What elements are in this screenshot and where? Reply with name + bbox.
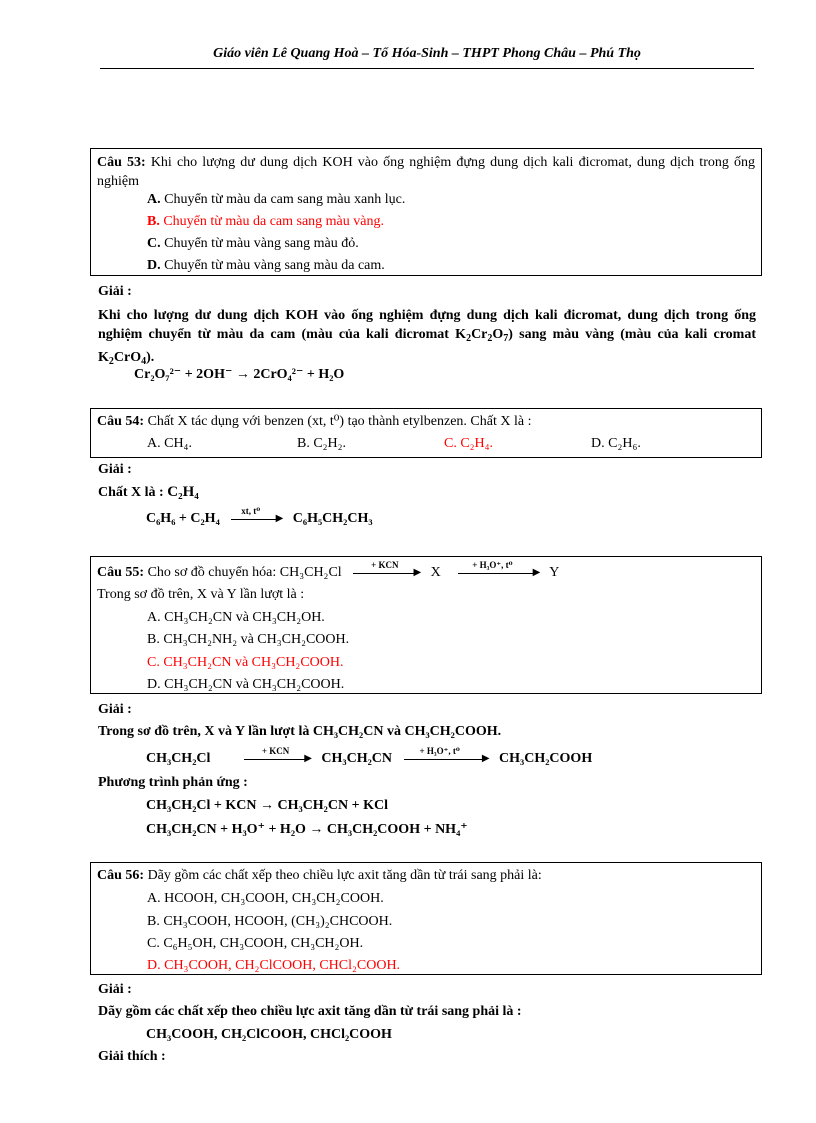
reaction-55-2: CH₃CH₂CN + H₃O⁺ + H₂O → CH₃CH₂COOH + NH₄⁺ (146, 822, 468, 837)
solution-54-text: Chất X là : C₂H₄ (98, 484, 199, 500)
question-53-stem (97, 153, 755, 191)
question-54-box (90, 408, 762, 458)
solution-53-text: Khi cho lượng dư dung dịch KOH vào ống nghiệm đựng dung dịch kali đicromat, dung dịch trong ống nghiệm chuyển từ màu da cam (màu của kali đicromat $K_2Cr_2O_7$) sang màu vàng (màu của kali cromat $K_2CrO_4$). (98, 308, 756, 367)
equation-53: Cr₂O₇²⁻ + 2OH⁻ → 2CrO₄²⁻ + H₂O (134, 367, 345, 382)
option-56-b: B. CH₃COOH, HCOOH, (CH₃)₂CHCOOH. (147, 914, 393, 929)
option-54-d: D. C₂H₆. (591, 436, 641, 451)
scheme-55: CH₃CH₂Cl + KCN ▶ CH₃CH₂CN + H₃O⁺, t⁰ ▶ CH₃CH₂COOH (146, 745, 593, 766)
option-53-c: C. Chuyển từ màu vàng sang màu đỏ. (147, 236, 359, 251)
option-55-b: B. CH₃CH₂NH₂ và CH₃CH₂COOH. (147, 632, 350, 647)
option-56-a: A. HCOOH, CH₃COOH, CH₃CH₂COOH. (147, 891, 384, 906)
solution-56-label: Giải : (98, 982, 132, 997)
option-54-b: B. C₂H₂. (297, 436, 347, 451)
explain-56-label: Giải thích : (98, 1049, 166, 1064)
equation-54: C₆H₆ + C₂H₄ xt, t⁰ ▶ C₆H₅CH₂CH₃ (146, 505, 373, 526)
question-55-stem: Câu 55: Cho sơ đồ chuyển hóa: CH₃CH₂Cl + KCN ▶ X + H₃O⁺, t⁰ ▶ Y (97, 559, 560, 580)
question-55-box (90, 556, 762, 694)
question-53-box (90, 148, 762, 276)
reaction-arrow-icon: xt, t⁰ ▶ (231, 512, 281, 526)
option-55-c: C. CH₃CH₂CN và CH₃CH₂COOH. (147, 655, 344, 670)
question-56-stem: Câu 56: Dãy gồm các chất xếp theo chiều lực axit tăng dần từ trái sang phải là: (97, 868, 542, 883)
h3o-arrow-icon: + H₃O⁺, t⁰ ▶ (458, 566, 538, 580)
option-53-d: D. Chuyển từ màu vàng sang màu da cam. (147, 258, 385, 273)
page-header: Giáo viên Lê Quang Hoà – Tổ Hóa-Sinh – THPT Phong Châu – Phú Thọ (213, 46, 641, 61)
solution-56-answer: CH₃COOH, CH₂ClCOOH, CHCl₂COOH (146, 1027, 392, 1042)
option-53-b: B. Chuyển từ màu da cam sang màu vàng. (147, 214, 384, 229)
question-53-label: Câu 53: (97, 155, 146, 170)
option-54-c: C. C₂H₄. (444, 436, 494, 451)
option-56-c: C. C₆H₅OH, CH₃COOH, CH₃CH₂OH. (147, 936, 364, 951)
question-56-box (90, 862, 762, 975)
header-divider (100, 68, 754, 69)
option-55-a: A. CH₃CH₂CN và CH₃CH₂OH. (147, 610, 325, 625)
solution-55-text: Trong sơ đồ trên, X và Y lần lượt là CH₃CH₂CN và CH₃CH₂COOH. (98, 724, 502, 739)
question-54-stem: Câu 54: Chất X tác dụng với benzen (xt, t⁰) tạo thành etylbenzen. Chất X là : (97, 414, 532, 429)
h3o-arrow-icon: + H₃O⁺, t⁰ ▶ (404, 752, 488, 766)
option-55-d: D. CH₃CH₂CN và CH₃CH₂COOH. (147, 677, 345, 692)
solution-56-text: Dãy gồm các chất xếp theo chiều lực axit tăng dần từ trái sang phải là : (98, 1004, 522, 1019)
option-53-a: A. Chuyển từ màu da cam sang màu xanh lục. (147, 192, 406, 207)
reaction-55-label: Phương trình phản ứng : (98, 775, 248, 790)
option-54-a: A. CH₄. (147, 436, 192, 451)
option-56-d: D. CH₃COOH, CH₂ClCOOH, CHCl₂COOH. (147, 958, 401, 973)
kcn-arrow-icon: + KCN ▶ (244, 752, 310, 766)
solution-55-label: Giải : (98, 702, 132, 717)
question-53-text: Khi cho lượng dư dung dịch KOH vào ống nghiệm đựng dung dịch kali đicromat, dung dịch trong ống nghiệm (97, 155, 755, 189)
solution-54-label: Giải : (98, 462, 132, 477)
answer-54: C₂H₄ (167, 484, 199, 500)
solution-53-label: Giải : (98, 284, 132, 299)
reaction-55-1: CH₃CH₂Cl + KCN → CH₃CH₂CN + KCl (146, 798, 388, 813)
kcn-arrow-icon: + KCN ▶ (353, 566, 419, 580)
question-55-line2: Trong sơ đồ trên, X và Y lần lượt là : (97, 587, 305, 602)
